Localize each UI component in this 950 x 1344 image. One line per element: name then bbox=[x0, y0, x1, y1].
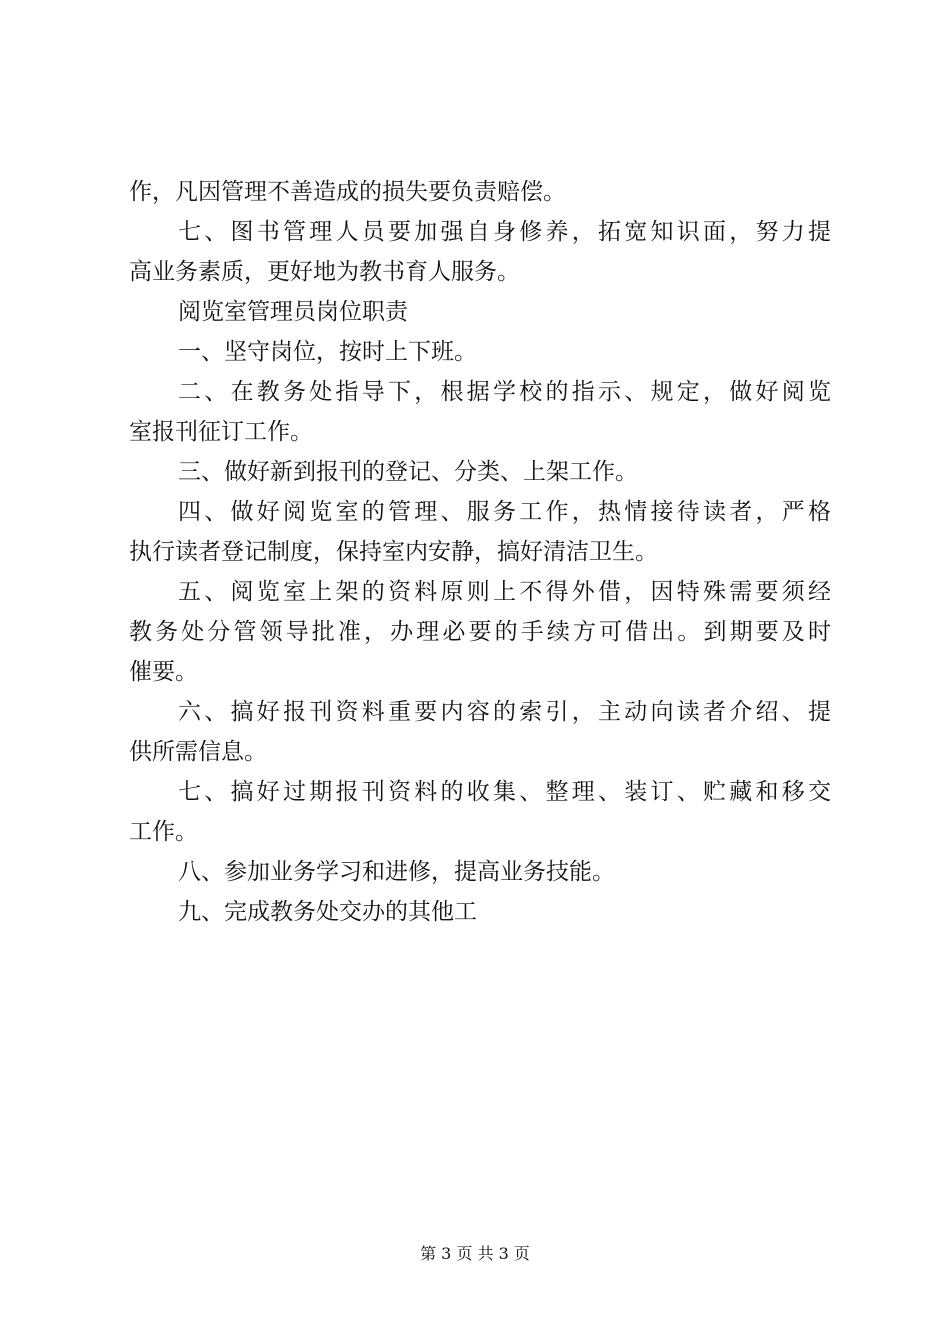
text-line: 供所需信息。 bbox=[129, 739, 267, 765]
text-line: 六、搞好报刊资料重要内容的索引，主动向读者介绍、提 bbox=[178, 699, 831, 725]
text-line: 二、在教务处指导下，根据学校的指示、规定，做好阅览 bbox=[178, 379, 831, 405]
text-line: 一、坚守岗位，按时上下班。 bbox=[178, 339, 477, 365]
text-line: 工作。 bbox=[129, 819, 198, 845]
text-line: 催要。 bbox=[129, 659, 198, 685]
text-line: 九、完成教务处交办的其他工 bbox=[178, 899, 477, 925]
text-line: 七、搞好过期报刊资料的收集、整理、装订、贮藏和移交 bbox=[178, 779, 831, 805]
text-line: 执行读者登记制度，保持室内安静，搞好清洁卫生。 bbox=[129, 539, 658, 565]
document-body bbox=[129, 172, 831, 932]
page-number-footer: 第 3 页 共 3 页 bbox=[420, 1244, 530, 1263]
text-line: 七、图书管理人员要加强自身修养，拓宽知识面，努力提 bbox=[178, 219, 831, 245]
text-line: 教务处分管领导批准，办理必要的手续方可借出。到期要及时 bbox=[129, 619, 831, 645]
text-line: 三、做好新到报刊的登记、分类、上架工作。 bbox=[178, 459, 638, 485]
text-line: 四、做好阅览室的管理、服务工作，热情接待读者，严格 bbox=[178, 499, 831, 525]
text-line: 五、阅览室上架的资料原则上不得外借，因特殊需要须经 bbox=[178, 579, 831, 605]
text-line: 高业务素质，更好地为教书育人服务。 bbox=[129, 259, 520, 285]
text-line: 八、参加业务学习和进修，提高业务技能。 bbox=[178, 859, 615, 885]
section-heading: 阅览室管理员岗位职责 bbox=[178, 299, 408, 325]
text-line: 作，凡因管理不善造成的损失要负责赔偿。 bbox=[129, 179, 566, 205]
text-line: 室报刊征订工作。 bbox=[129, 419, 313, 445]
